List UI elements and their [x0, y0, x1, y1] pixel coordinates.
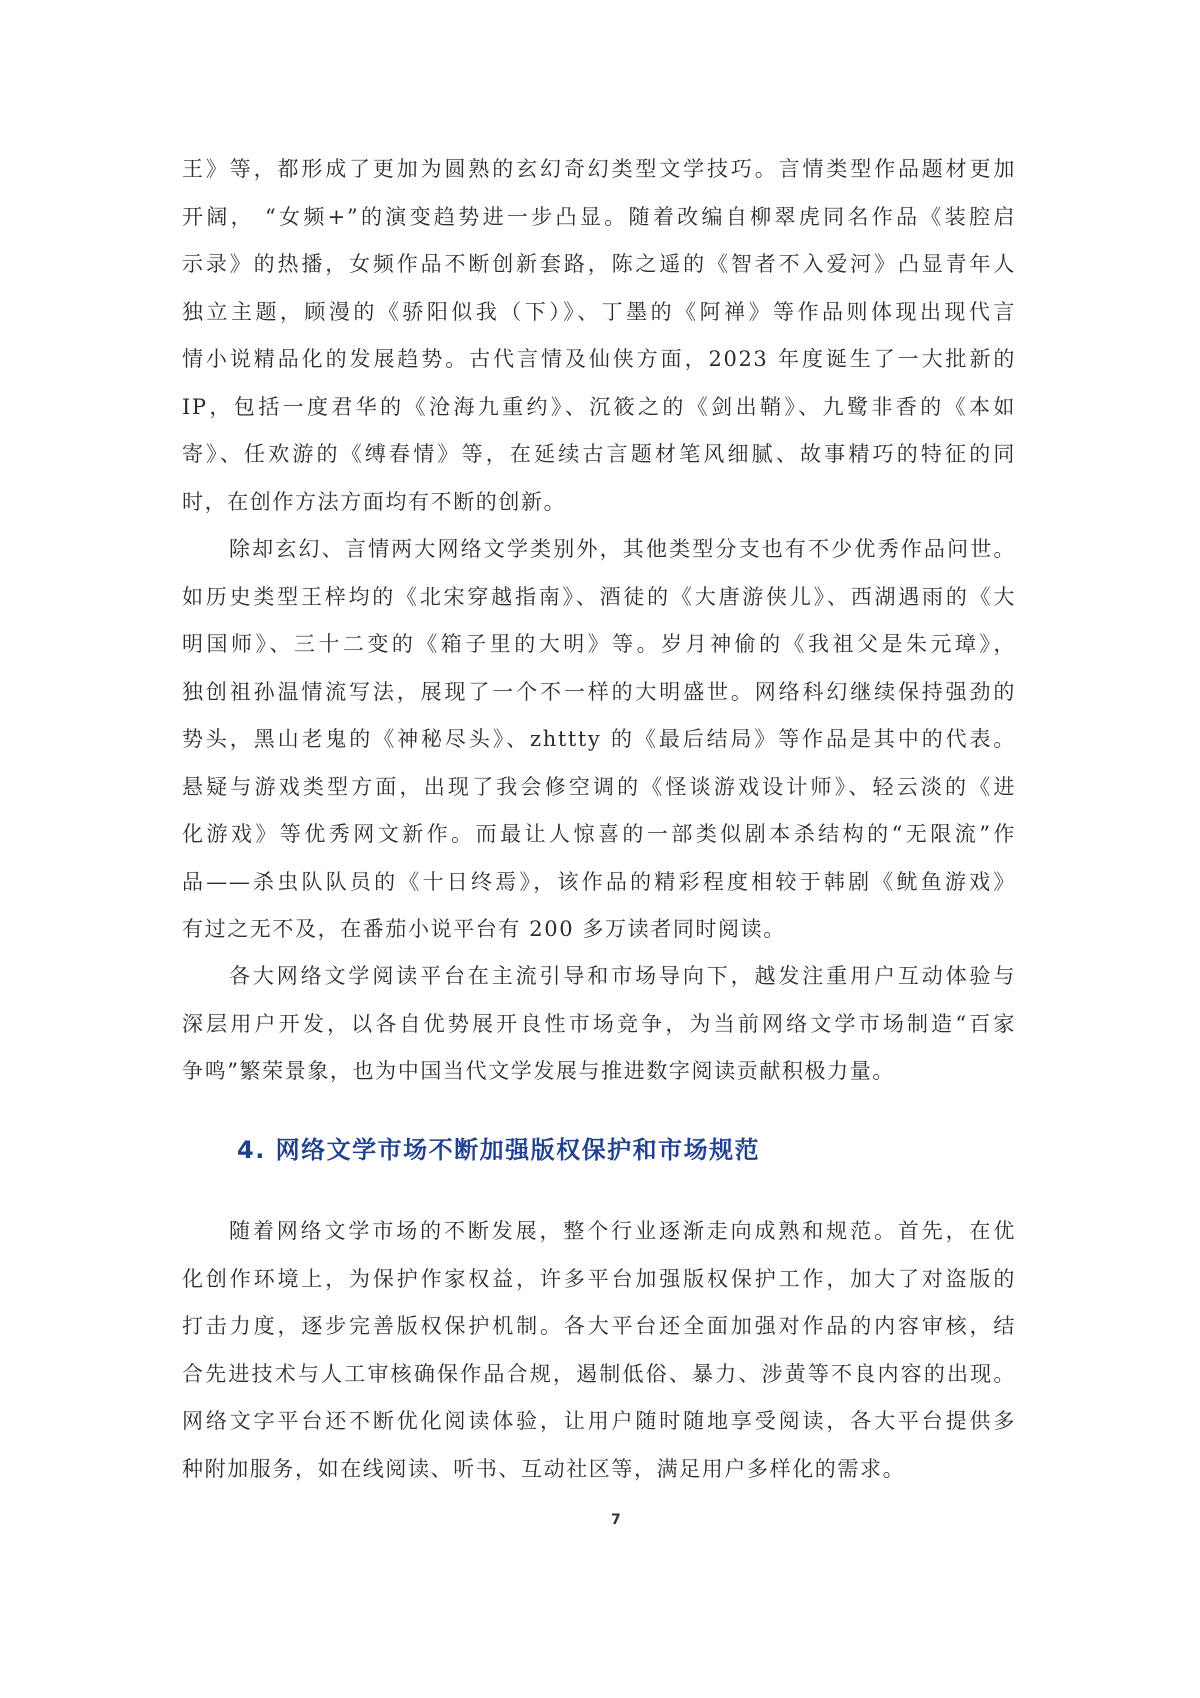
text-line: 种附加服务，如在线阅读、听书、互动社区等，满足用户多样化的需求。 — [182, 1456, 906, 1481]
text-line: 开阔， “女频+”的演变趋势进一步凸显。随着改编自柳翠虎同名作品《装腔启 — [182, 204, 1016, 229]
text-line: 合先进技术与人工审核确保作品合规，遏制低俗、暴力、涉黄等不良内容的出现。 — [182, 1361, 1016, 1386]
text-line: 势头，黑山老鬼的《神秘尽头》、zhttty 的《最后结局》等作品是其中的代表。 — [182, 727, 1016, 751]
text-line: 悬疑与游戏类型方面，出现了我会修空调的《怪谈游戏设计师》、轻云淡的《进 — [182, 774, 1016, 799]
text-line: 如历史类型王梓均的《北宋穿越指南》、酒徒的《大唐游侠儿》、西湖遇雨的《大 — [182, 584, 1016, 609]
section-4-paragraph — [182, 1208, 1016, 1493]
section-heading: 4. 网络文学市场不断加强版权保护和市场规范 — [237, 1136, 761, 1164]
text-line: 网络文字平台还不断优化阅读体验，让用户随时随地享受阅读，各大平台提供多 — [182, 1409, 1016, 1433]
text-line: 寄》、任欢游的《缚春情》等，在延续古言题材笔风细腻、故事精巧的特征的同 — [182, 442, 1016, 466]
text-line: 品——杀虫队队员的《十日终焉》，该作品的精彩程度相较于韩剧《鱿鱼游戏》 — [182, 869, 1016, 894]
text-line: IP，包括一度君华的《沧海九重约》、沉筱之的《剑出鞘》、九鹭非香的《本如 — [182, 394, 1016, 419]
page-number: 7 — [611, 1512, 621, 1528]
text-line: 除却玄幻、言情两大网络文学类别外，其他类型分支也有不少优秀作品问世。 — [229, 537, 1016, 561]
text-line: 独立主题，顾漫的《骄阳似我（下）》、丁墨的《阿禅》等作品则体现出现代言 — [182, 299, 1016, 324]
paragraph-3 — [182, 953, 1016, 1096]
text-line: 化游戏》等优秀网文新作。而最让人惊喜的一部类似剧本杀结构的“无限流”作 — [182, 822, 1016, 846]
text-line: 深层用户开发，以各自优势展开良性市场竞争，为当前网络文学市场制造“百家 — [182, 1011, 1016, 1036]
text-line: 争鸣”繁荣景象，也为中国当代文学发展与推进数字阅读贡献积极力量。 — [182, 1059, 895, 1083]
text-line: 独创祖孙温情流写法，展现了一个不一样的大明盛世。网络科幻继续保持强劲的 — [182, 679, 1016, 704]
text-line: 随着网络文学市场的不断发展，整个行业逐渐走向成熟和规范。首先，在优 — [229, 1219, 1016, 1243]
text-line: 时，在创作方法方面均有不断的创新。 — [182, 489, 567, 514]
text-line: 有过之无不及，在番茄小说平台有 200 多万读者同时阅读。 — [182, 917, 786, 941]
text-line: 王》等，都形成了更加为圆熟的玄幻奇幻类型文学技巧。言情类型作品题材更加 — [182, 157, 1016, 181]
text-line: 明国师》、三十二变的《箱子里的大明》等。岁月神偷的《我祖父是朱元璋》， — [182, 632, 1016, 656]
text-line: 化创作环境上，为保护作家权益，许多平台加强版权保护工作，加大了对盗版的 — [182, 1266, 1016, 1291]
text-line: 情小说精品化的发展趋势。古代言情及仙侠方面，2023 年度诞生了一大批新的 — [182, 347, 1016, 371]
text-line: 打击力度，逐步完善版权保护机制。各大平台还全面加强对作品的内容审核，结 — [182, 1314, 1016, 1338]
paragraph-2 — [182, 526, 1016, 954]
text-line: 示录》的热播，女频作品不断创新套路，陈之遥的《智者不入爱河》凸显青年人 — [182, 252, 1016, 276]
paragraph-1 — [182, 146, 1016, 526]
text-line: 各大网络文学阅读平台在主流引导和市场导向下，越发注重用户互动体验与 — [229, 964, 1016, 988]
